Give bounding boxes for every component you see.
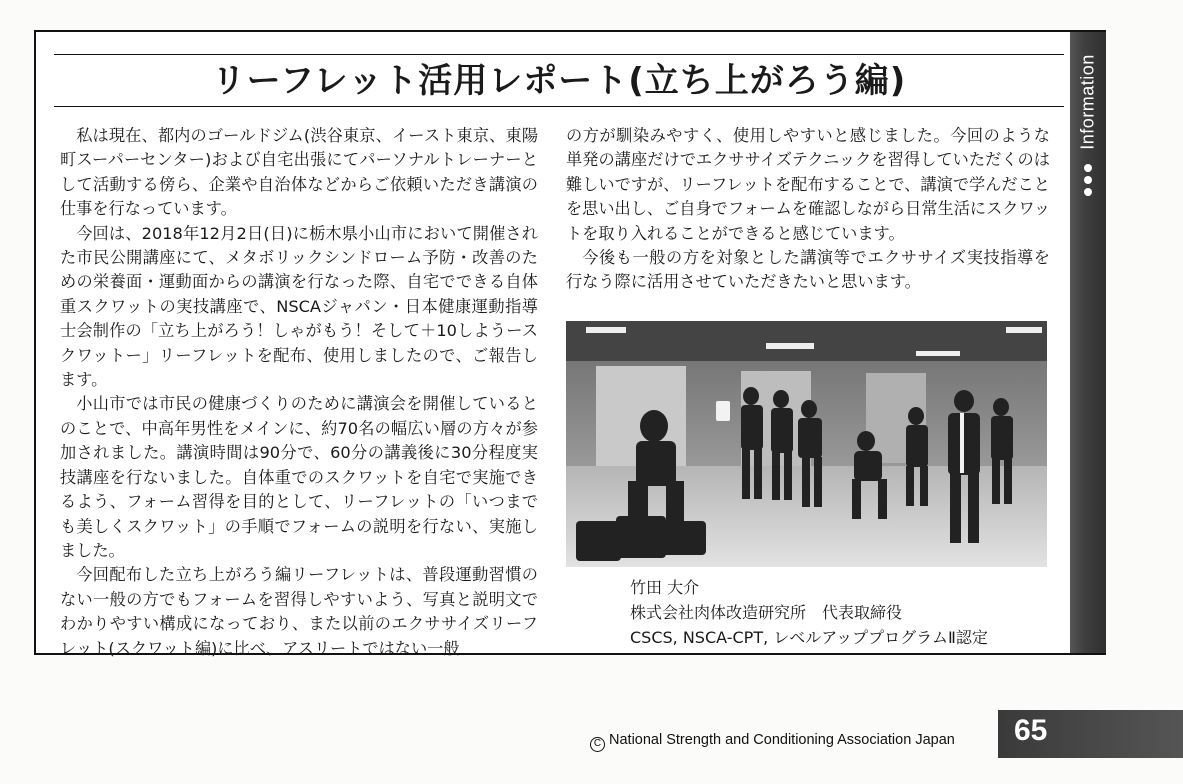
copyright-notice	[590, 732, 955, 752]
information-label: Information	[1077, 54, 1098, 150]
author-credit	[630, 575, 988, 650]
paragraph-oyama: 小山市では市民の健康づくりのために講演会を開催しているとのことで、中高年男性をメインに、約70名の幅広い層の方々が参加されました。講演時間は90分で、60分の講義後に30分程度実技講座を行ないました。自体重でのスクワットを自宅で実施できるよう、フォーム習得を目的として、リーフレットの「いつまでも美しくスクワット」の手順でフォームの説明を行ない、実施しました。	[60, 394, 538, 560]
title-rule-top	[54, 54, 1064, 55]
photo-illustration	[566, 321, 1047, 567]
sidebar-dots-icon	[1078, 164, 1098, 200]
author-company: 株式会社肉体改造研究所 代表取締役	[630, 603, 903, 622]
paragraph-closing: 今後も一般の方を対象とした講演等でエクササイズ実技指導を行なう際に活用させていただきたいと思います。	[566, 248, 1050, 292]
paragraph-leaflet-continued: の方が馴染みやすく、使用しやすいと感じました。今回のような単発の講座だけでエクササイズテクニックを習得していただくのは難しいですが、リーフレットを配布することで、講演で学んだことを思い出し、ご自身でフォームを確認しながら日常生活にスクワットを取り入れることができると感じています。	[566, 126, 1051, 243]
paragraph-intro: 私は現在、都内のゴールドジム(渋谷東京、イースト東京、東陽町スーパーセンター)および自宅出張にてパーソナルトレーナーとして活動する傍ら、企業や自治体などからご依頼いただき講演の仕事を行なっています。	[60, 126, 538, 219]
article-frame	[34, 30, 1106, 658]
page-number: 65	[1014, 714, 1048, 747]
copyright-icon: C	[590, 737, 605, 752]
title-rule-bottom	[54, 106, 1064, 107]
author-name: 竹田 大介	[630, 578, 700, 597]
author-certifications: CSCS, NSCA-CPT, レベルアッププログラムⅡ認定	[630, 628, 988, 647]
information-sidebar	[1070, 32, 1106, 653]
left-column	[60, 124, 538, 661]
article-title: リーフレット活用レポート(立ち上がろう編)	[211, 61, 907, 101]
squat-class-photo	[566, 321, 1047, 567]
right-column	[566, 124, 1050, 295]
paragraph-leaflet: 今回配布した立ち上がろう編リーフレットは、普段運動習慣のない一般の方でもフォームを習得しやすいよう、写真と説明文でわかりやすい構成になっており、また以前のエクササイズリーフレット(スクワット編)に比べ、アスリートではない一般	[60, 565, 538, 658]
copyright-text: National Strength and Conditioning Association Japan	[609, 732, 955, 748]
paragraph-event: 今回は、2018年12月2日(日)に栃木県小山市において開催された市民公開講座にて、メタボリックシンドローム予防・改善のための栄養面・運動面からの講演を行なった際、自宅でできる自体重スクワットの実技講座で、NSCAジャパン・日本健康運動指導士会制作の「立ち上がろう！しゃがもう！そして＋10しようースクワットー」リーフレットを配布、使用しましたので、ご報告します。	[60, 223, 538, 390]
page-number-block	[998, 710, 1183, 758]
